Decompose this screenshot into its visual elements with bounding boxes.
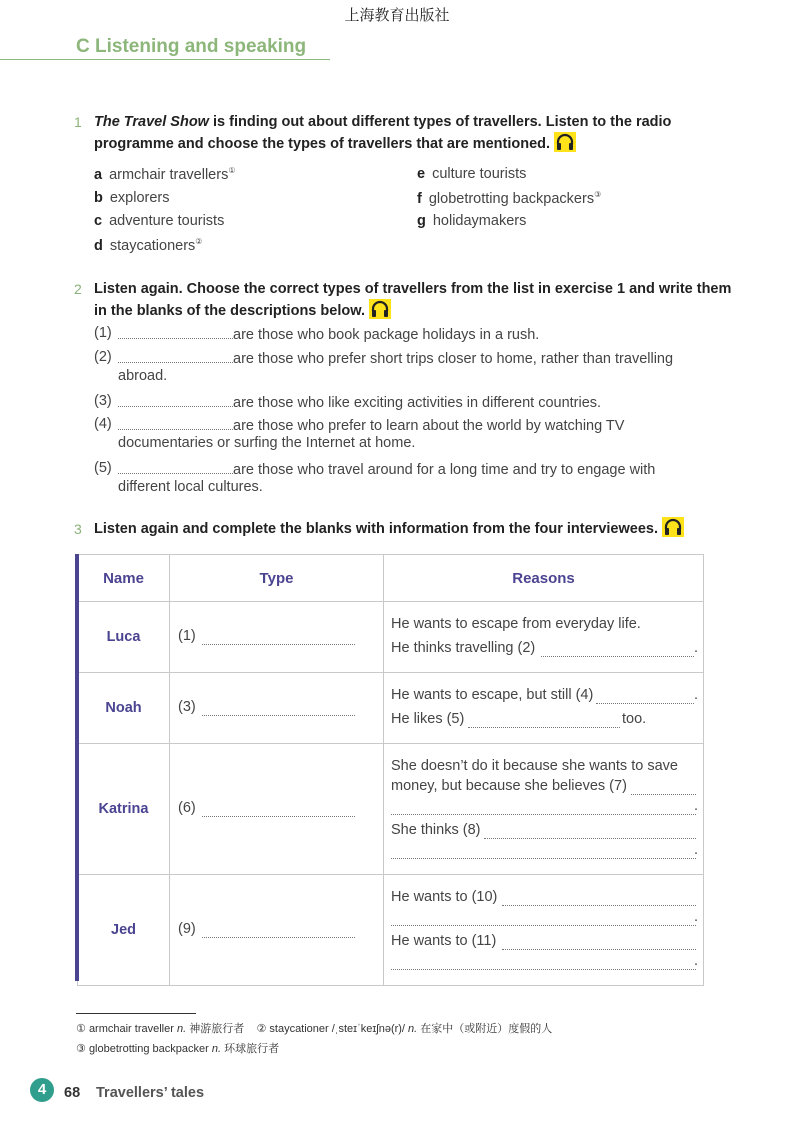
footnote-divider [76,1013,196,1014]
header-name: Name [78,555,170,602]
question-1-number: 1 [74,114,82,130]
footnote-line-2: ③ globetrotting backpacker n. 环球旅行者 [76,1043,280,1055]
page-number: 68 [64,1085,81,1101]
chapter-title: Travellers’ tales [96,1085,205,1101]
reason-blank[interactable] [468,713,620,728]
interviewee-name: Luca [78,602,170,673]
reason-blank[interactable] [631,780,696,795]
interviewees-table [77,554,704,986]
table-row [78,673,704,744]
reason-blank-cont[interactable] [391,844,696,859]
question-2-number: 2 [74,281,82,297]
reason-blank[interactable] [484,824,696,839]
option-e: e culture tourists [417,166,527,182]
table-row [78,602,704,673]
question-2-text: Listen again. Choose the correct types of travellers from the list in exercise 1 and write them in the blanks of the descriptions below. [94,281,732,319]
answer-blank-5[interactable] [118,458,233,474]
description-item-4-cont: documentaries or surfing the Internet at home. [118,435,416,451]
option-g: g holidaymakers [417,213,527,229]
question-1-text [94,111,734,155]
type-cell: (6) [170,744,384,875]
answer-blank-4[interactable] [118,414,233,430]
unit-badge: 4 [30,1078,54,1102]
type-blank[interactable] [202,630,355,645]
answer-blank-2[interactable] [118,347,233,363]
reason-blank-cont[interactable] [391,955,696,970]
table-header-row [78,555,704,602]
table-row [78,875,704,986]
headphones-icon[interactable] [369,299,391,319]
reasons-cell: She doesn’t do it because she wants to save money, but because she believes (7) . She thinks (8) . [384,744,704,875]
option-f: f globetrotting backpackers③ [417,190,602,207]
type-blank[interactable] [202,923,355,938]
question-3-number: 3 [74,521,82,537]
question-1-body: is finding out about different types of travellers. Listen to the radio programme and choose the types of travellers that are mentioned. [94,114,672,152]
reason-blank-cont[interactable] [391,800,696,815]
description-item-5-cont: different local cultures. [118,479,263,495]
reasons-cell: He wants to escape from everyday life. He thinks travelling (2) . [384,602,704,673]
option-b: b explorers [94,190,170,206]
type-blank[interactable] [202,701,355,716]
header-reasons: Reasons [384,555,704,602]
answer-blank-1[interactable] [118,323,233,339]
type-cell: (9) [170,875,384,986]
reasons-cell: He wants to (10) . He wants to (11) . [384,875,704,986]
table-row [78,744,704,875]
reason-blank[interactable] [541,642,694,657]
interviewee-name: Noah [78,673,170,744]
publisher-header: 上海教育出版社 [344,6,450,24]
footnote-line-1: ① armchair traveller n. 神游旅行者 ② staycationer /ˌsteɪˈkeɪʃnə(r)/ n. 在家中（或附近）度假的人 [76,1023,553,1035]
type-blank[interactable] [202,802,355,817]
table-accent-bar [75,554,79,981]
headphones-icon[interactable] [662,517,684,537]
reason-blank-cont[interactable] [391,911,696,926]
interviewee-name: Jed [78,875,170,986]
question-3-text: Listen again and complete the blanks with information from the four interviewees. [94,518,754,540]
show-title: The Travel Show [94,114,209,130]
type-cell: (3) [170,673,384,744]
reason-blank[interactable] [502,891,696,906]
reason-blank[interactable] [502,935,696,950]
headphones-icon[interactable] [554,132,576,152]
header-type: Type [170,555,384,602]
option-d: d staycationers② [94,237,203,254]
reason-blank[interactable] [596,689,694,704]
interviewee-name: Katrina [78,744,170,875]
option-a: a armchair travellers① [94,166,236,183]
answer-blank-3[interactable] [118,391,233,407]
section-divider [0,59,330,60]
type-cell: (1) [170,602,384,673]
section-title: C Listening and speaking [76,36,307,57]
reasons-cell: He wants to escape, but still (4) . He likes (5) too. [384,673,704,744]
description-item-2-cont: abroad. [118,368,168,384]
option-c: c adventure tourists [94,213,225,229]
